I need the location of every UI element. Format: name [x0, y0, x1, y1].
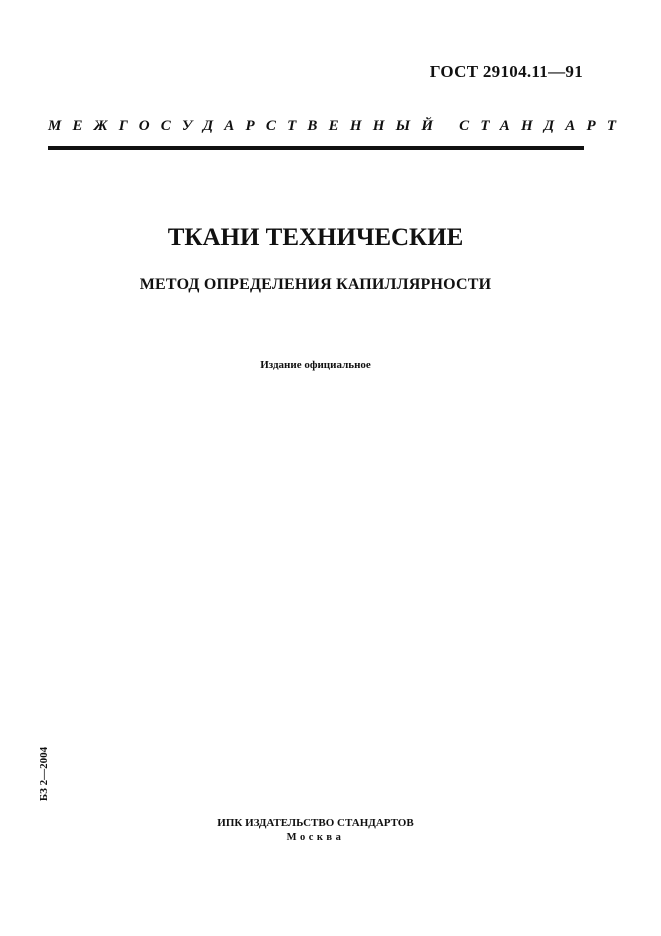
- publisher-city: Москва: [286, 832, 345, 843]
- side-code: БЗ 2—2004: [38, 746, 50, 802]
- header-divider: [48, 146, 584, 150]
- edition-note: Издание официальное: [260, 359, 371, 371]
- standard-type-heading: МЕЖГОСУДАРСТВЕННЫЙ СТАНДАРТ: [48, 118, 628, 134]
- standard-number: ГОСТ 29104.11—91: [429, 62, 583, 81]
- document-subtitle: МЕТОД ОПРЕДЕЛЕНИЯ КАПИЛЛЯРНОСТИ: [139, 276, 492, 293]
- publisher-name: ИПК ИЗДАТЕЛЬСТВО СТАНДАРТОВ: [217, 817, 414, 829]
- document-title: ТКАНИ ТЕХНИЧЕСКИЕ: [167, 224, 464, 251]
